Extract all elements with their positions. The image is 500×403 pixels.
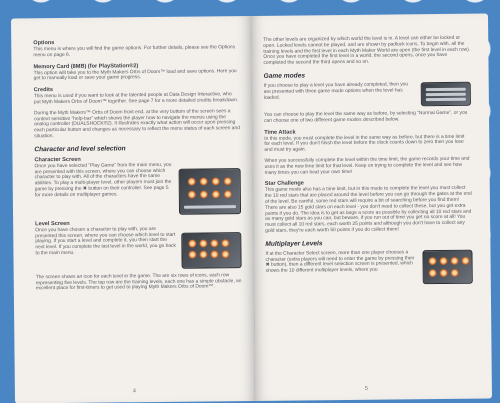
help-bar-text: During the Myth Makers™ Orbs of Doom front end, at the very bottom of the screen sees a context sensitive "help-bar" which shows the player how to navigate the menus using the analog controller (DUALSHOCK®2). It illustrates exactly what action will occur upon pressing each particular button and changes as necessary to reflect the menu status of each screen and situation. [33, 108, 241, 140]
character-screen-block [34, 155, 241, 216]
level-screen-text: Once you have chosen a character to play with, you are presented this screen, where you can choose which level to start playing. If you start a level and complete it, you then start the next level. If you complete the last level in the world, you go back to the main menu. [35, 226, 176, 257]
memory-card-heading: Memory Card (8MB) (for PlayStation®2) [33, 62, 139, 70]
left-page [11, 16, 255, 403]
multiplayer-block [265, 249, 472, 285]
page-number-right: 5 [364, 385, 368, 392]
level-icons-text: The screen shows an icon for each level in the game. The are six rows of icons, each row representing five levels. The top row are the training levels, each one has a simple obstacle, an excellent place for first-timers to get used to playing Myth Makers Orbs of Doom™. [35, 273, 242, 292]
multiplayer-heading: Multiplayer Levels [265, 239, 323, 248]
options-heading: Options [33, 40, 55, 47]
multiplayer-text: If at the Character Select screen, more than one player chooses a character (extra players will need to enter the game by pressing their ✖ button), then a different level selection screen is presented, which shows the 10 different multiplayer levels, where you [265, 250, 415, 274]
time-attack-block [264, 127, 471, 154]
star-challenge-text: This game mode also has a time limit, but in this mode to complete the level you must collect the 10 red stars that are placed around the level before you can go through the gates at the end of the level. Be careful, some red stars will require a bit of searching before you find them! There are also 15 gold stars on each level - you don't need to collect these, but you get extra points if you do. The idea is to get as large a score as possible by collecting all 10 red stars and as many gold stars as you can, but beware, if you run out of time you get no score at all! You must collect all 10 red stars, each worth 25 points and although you don't have to collect any gold stars, they're each worth 50 points if you do collect them! [264, 186, 472, 234]
character-select-screenshot [179, 168, 241, 215]
levels-intro-block [263, 36, 470, 67]
normal-game-text: You can choose to play the level the same way as before, by selecting "Normal Game", or you can choose one of two different game modes described below. [263, 110, 468, 124]
game-modes-block [264, 82, 471, 108]
credits-block [34, 85, 240, 106]
level-icons-block [36, 273, 242, 293]
levels-intro-text: The other levels are organized by which world the level is in. A level can either be locked or open. Locked levels cannot be played, and are shown by padlock icons. To begin with, all the training levels and the first level in each Myth Maker World are open (the first level in each row). Once you have completed the first level in a world, the second opens, once you have completed the second the third opens and so on. [263, 35, 471, 67]
level-screen-heading: Level Screen [35, 220, 70, 228]
star-challenge-heading: Star Challenge [264, 180, 304, 188]
character-screen-text: Once you have selected "Play Game" from the main menu, you are presented with this screen, where you can choose which character to play with. All of the characters have the same abilities. To play a multi-player level, other players must join the game by pressing the ✖ button on their controller. See page 5 for more details on multiplayer games. [34, 162, 172, 199]
time-record-text: When you successfully complete the level within the time limit, the game records your time and uses it as the new time limit for that level. Keep on trying to complete the level and see how many times you can beat your own time! [264, 156, 470, 176]
time-attack-heading: Time Attack [264, 129, 296, 136]
time-attack-text: In this mode, you must complete the level in the same way as before, but there is a time limit for each level. If you don't finish the level before the clock counts down to zero then you lose and must try again. [264, 134, 465, 154]
page-number-left: 4 [132, 388, 137, 395]
manual-booklet [11, 14, 492, 403]
game-modes-heading: Game modes [263, 72, 306, 80]
credits-heading: Credits [33, 87, 54, 94]
memory-card-text: This option will take you to the Myth Makers Orbs of Doom™ load and save options. Here you get to manually load or save your game progress. [33, 68, 237, 82]
credits-text: This menu is used if you want to look at the talented people at Data Design Interactive, who put Myth Makers Orbs of Doom™ together. See page 7 for a more detailed credits breakdown. [33, 92, 239, 106]
game-modes-text: If you choose to play a level you have already completed, then you are presented with three game mode options when the level has loaded. [263, 82, 409, 101]
options-block [33, 38, 239, 59]
right-page [251, 14, 492, 401]
help-bar-block [34, 109, 240, 140]
multiplayer-screenshot [422, 249, 472, 284]
memory-card-block [33, 62, 239, 83]
game-modes-screenshot [421, 82, 471, 107]
options-text: This menu is where you will find the game options. For further details, please see the Options menu on page 6. [33, 45, 236, 59]
star-challenge-block [265, 179, 473, 235]
normal-game-block [264, 111, 471, 125]
character-screen-heading: Character Screen [34, 156, 81, 164]
level-screen-block [35, 219, 242, 270]
section-title: Character and level selection [34, 145, 126, 154]
time-record-block [264, 157, 471, 177]
level-select-screenshot [181, 232, 241, 269]
